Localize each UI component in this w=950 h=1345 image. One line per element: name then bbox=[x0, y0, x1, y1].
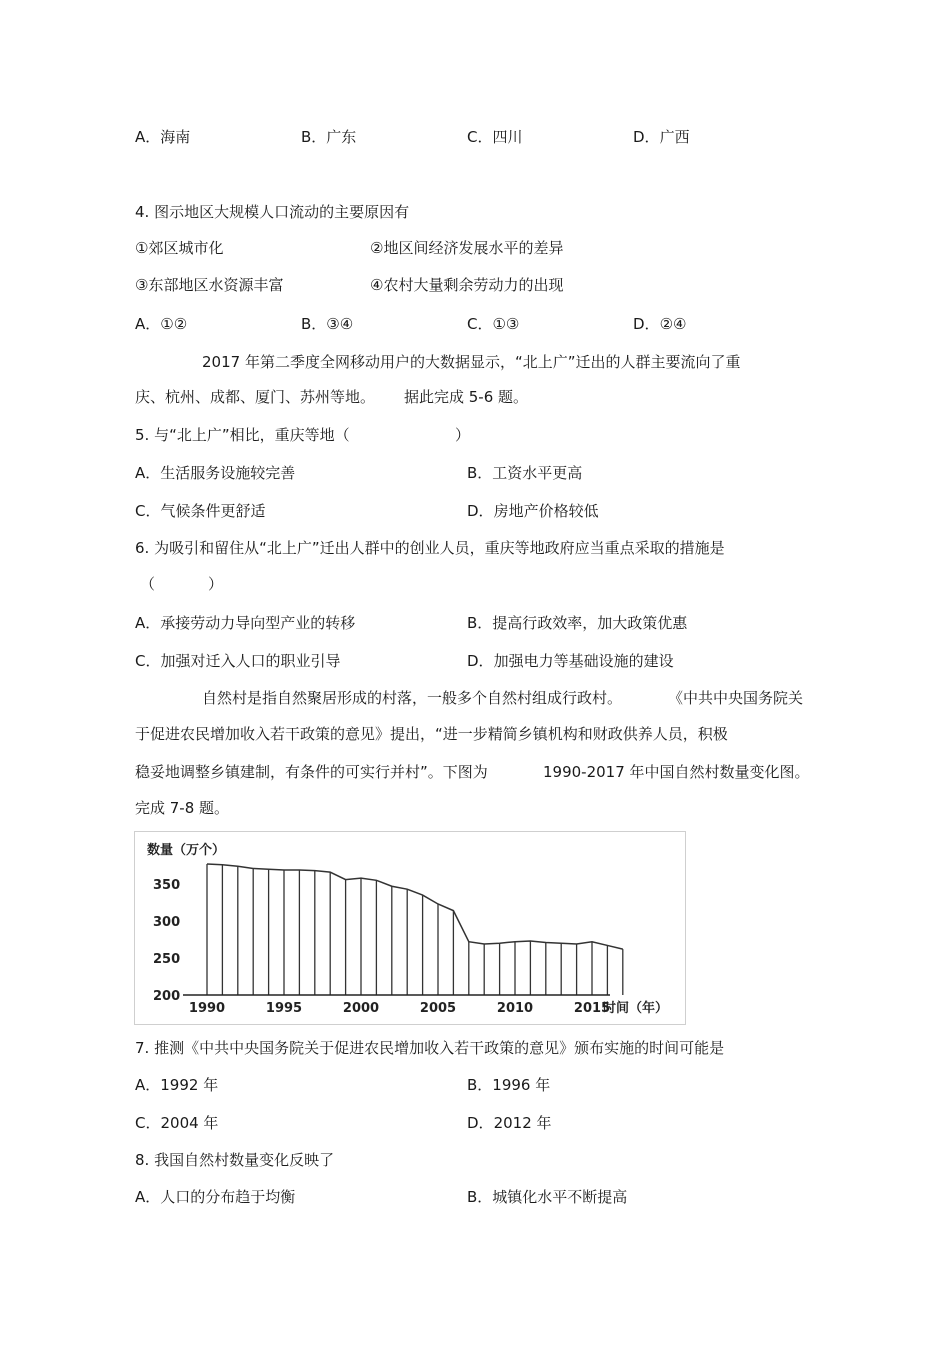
q4-stem: 4. 图示地区大规模人口流动的主要原因有 bbox=[135, 203, 410, 221]
q5-stem-end: ） bbox=[455, 426, 471, 444]
passage2-line3a: 稳妥地调整乡镇建制，有条件的可实行并村”。下图为 bbox=[135, 763, 488, 781]
q4-option-a: A．①② bbox=[135, 315, 188, 333]
q5-option-a: A．生活服务设施较完善 bbox=[135, 464, 296, 482]
chart-ylabel: 数量（万个） bbox=[147, 843, 226, 858]
q4-option-b: B．③④ bbox=[301, 315, 354, 333]
passage2-line4: 完成 7-8 题。 bbox=[135, 799, 230, 817]
chart-xlabel: 时间（年） bbox=[603, 1001, 669, 1016]
q4-option-d: D．②④ bbox=[633, 315, 687, 333]
q3-option-c: C．四川 bbox=[467, 128, 523, 146]
q8-option-b: B．城镇化水平不断提高 bbox=[467, 1188, 628, 1206]
q7-stem: 7. 推测《中共中央国务院关于促进农民增加收入若干政策的意见》颁布实施的时间可能是 bbox=[135, 1039, 725, 1057]
village-count-chart bbox=[134, 831, 686, 1025]
q3-option-d: D．广西 bbox=[633, 128, 690, 146]
q5-stem: 5. 与“北上广”相比，重庆等地（ bbox=[135, 426, 350, 444]
passage1-line1: 2017 年第二季度全网移动用户的大数据显示，“北上广”迁出的人群主要流向了重 bbox=[202, 353, 741, 371]
passage2-line1b: 《中共中央国务院关 bbox=[668, 689, 804, 707]
q5-option-d: D．房地产价格较低 bbox=[467, 502, 599, 520]
q4-item-2: ②地区间经济发展水平的差异 bbox=[370, 239, 564, 257]
q7-option-c: C．2004 年 bbox=[135, 1114, 219, 1132]
y-tick-label: 350 bbox=[153, 878, 181, 893]
q7-option-a: A．1992 年 bbox=[135, 1076, 219, 1094]
q6-option-c: C．加强对迁入人口的职业引导 bbox=[135, 652, 341, 670]
x-tick-label: 2000 bbox=[342, 1001, 380, 1016]
series-line bbox=[207, 864, 623, 949]
passage2-line3b: 1990-2017 年中国自然村数量变化图。 bbox=[543, 763, 810, 781]
q7-option-d: D．2012 年 bbox=[467, 1114, 552, 1132]
q8-option-a: A．人口的分布趋于均衡 bbox=[135, 1188, 296, 1206]
x-tick-label: 1990 bbox=[188, 1001, 226, 1016]
q8-stem: 8. 我国自然村数量变化反映了 bbox=[135, 1151, 335, 1169]
q6-paren-open: （ bbox=[140, 575, 156, 593]
q6-option-b: B．提高行政效率，加大政策优惠 bbox=[467, 614, 688, 632]
x-tick-label: 2010 bbox=[496, 1001, 534, 1016]
x-tick-label: 1995 bbox=[265, 1001, 303, 1016]
x-tick-label: 2015 bbox=[573, 1001, 611, 1016]
passage1-line2b: 据此完成 5-6 题。 bbox=[404, 388, 529, 406]
y-tick-label: 300 bbox=[153, 915, 181, 930]
q3-option-a: A．海南 bbox=[135, 128, 191, 146]
q5-option-c: C．气候条件更舒适 bbox=[135, 502, 266, 520]
q4-option-c: C．①③ bbox=[467, 315, 520, 333]
q6-option-d: D．加强电力等基础设施的建设 bbox=[467, 652, 674, 670]
q6-option-a: A．承接劳动力导向型产业的转移 bbox=[135, 614, 356, 632]
y-tick-label: 250 bbox=[153, 952, 181, 967]
q6-stem: 6. 为吸引和留住从“北上广”迁出人群中的创业人员，重庆等地政府应当重点采取的措施是 bbox=[135, 539, 725, 557]
q7-option-b: B．1996 年 bbox=[467, 1076, 551, 1094]
x-tick-label: 2005 bbox=[419, 1001, 457, 1016]
q5-option-b: B．工资水平更高 bbox=[467, 464, 583, 482]
chart-svg bbox=[135, 832, 685, 1024]
passage2-line2: 于促进农民增加收入若干政策的意见》提出，“进一步精简乡镇机构和财政供养人员，积极 bbox=[135, 725, 728, 743]
q4-item-3: ③东部地区水资源丰富 bbox=[135, 276, 284, 294]
y-tick-label: 200 bbox=[153, 989, 181, 1004]
passage2-line1a: 自然村是指自然聚居形成的村落，一般多个自然村组成行政村。 bbox=[202, 689, 623, 707]
q3-option-b: B．广东 bbox=[301, 128, 357, 146]
passage1-line2a: 庆、杭州、成都、厦门、苏州等地。 bbox=[135, 388, 376, 406]
q6-paren-close: ） bbox=[208, 575, 224, 593]
q4-item-4: ④农村大量剩余劳动力的出现 bbox=[370, 276, 564, 294]
q4-item-1: ①郊区城市化 bbox=[135, 239, 224, 257]
